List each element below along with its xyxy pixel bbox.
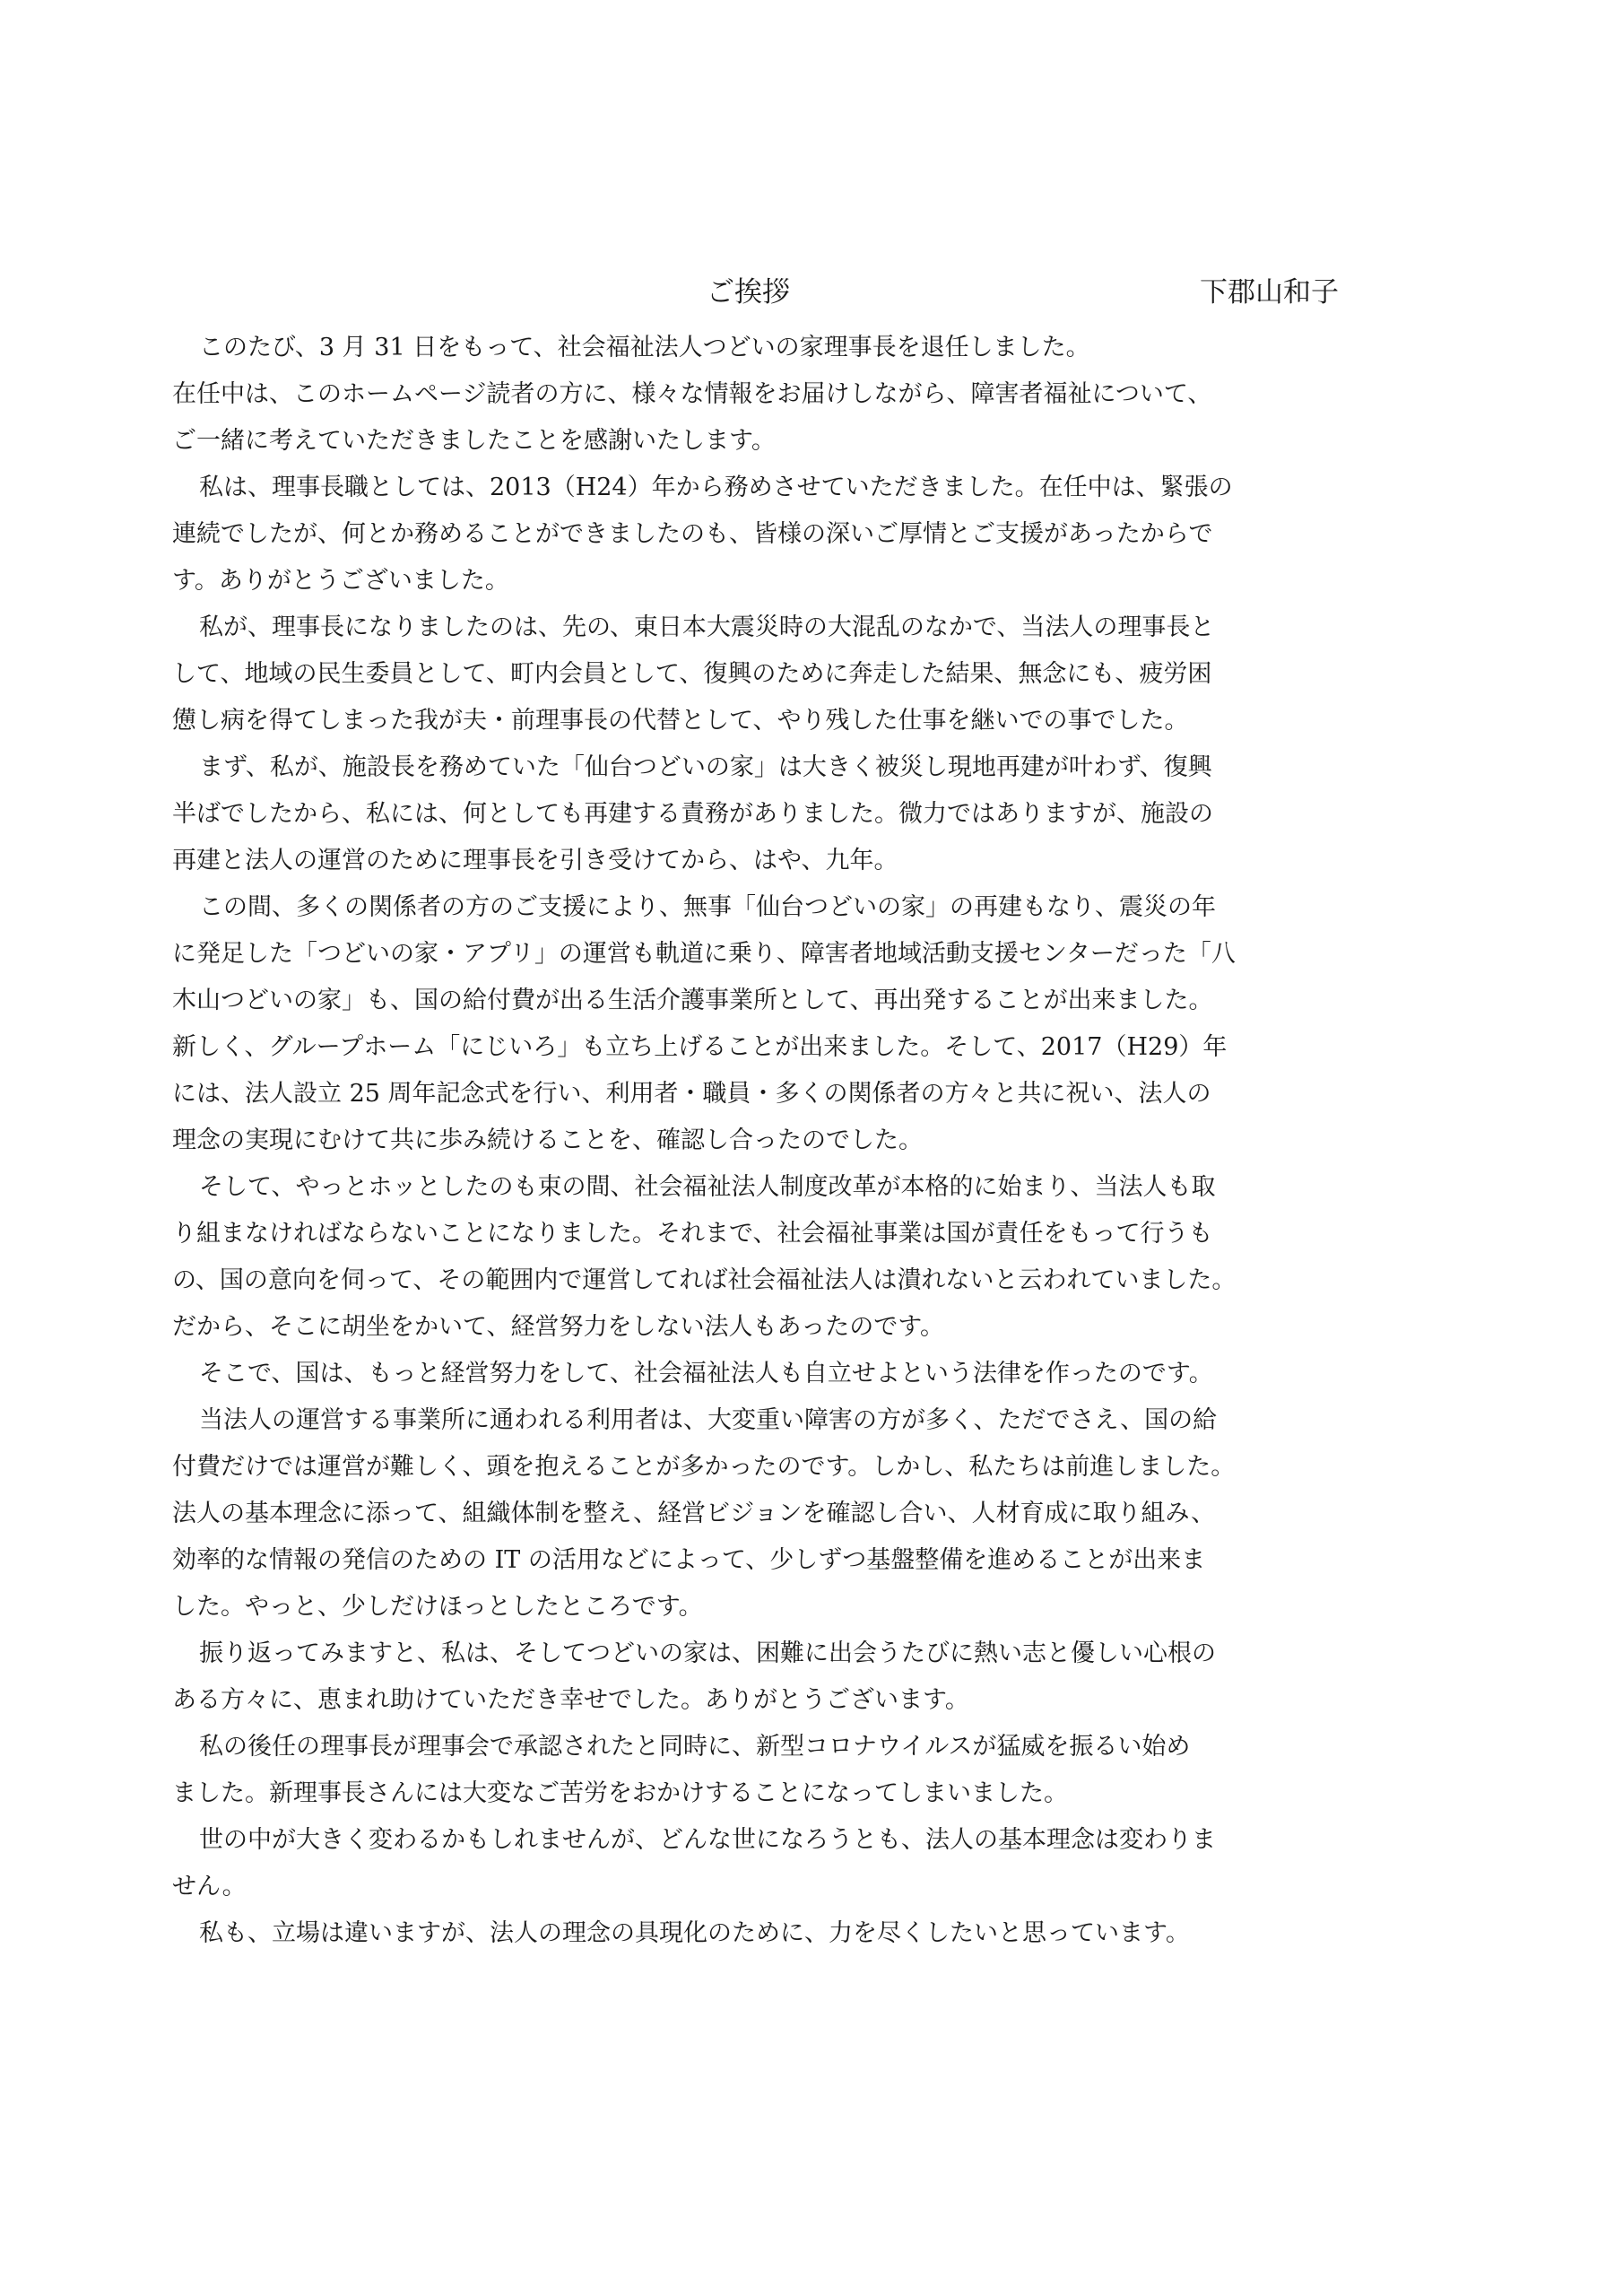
text-line: ました。新理事長さんには大変なご苦労をおかけすることになってしまいました。 [172, 1779, 1068, 1807]
text-line: には、法人設立 25 周年記念式を行い、利用者・職員・多くの関係者の方々と共に祝い、法人の [172, 1080, 1211, 1108]
text-line: 私が、理事長になりましたのは、先の、東日本大震災時の大混乱のなかで、当法人の理事長と [199, 613, 1215, 641]
text-line: だから、そこに胡坐をかいて、経営努力をしない法人もあったのです。 [172, 1313, 945, 1341]
text-line: 連続でしたが、何とか務めることができましたのも、皆様の深いご厚情とご支援があったからで [172, 520, 1213, 548]
text-line: まず、私が、施設長を務めていた「仙台つどいの家」は大きく被災し現地再建が叶わず、復興 [199, 753, 1212, 781]
text-line: ある方々に、恵まれ助けていただき幸せでした。ありがとうございます。 [172, 1686, 969, 1714]
text-line: 法人の基本理念に添って、組織体制を整え、経営ビジョンを確認し合い、人材育成に取り組み、 [172, 1500, 1216, 1527]
text-line: して、地域の民生委員として、町内会員として、復興のために奔走した結果、無念にも、疲労困 [172, 660, 1212, 688]
text-line: に発足した「つどいの家・アプリ」の運営も軌道に乗り、障害者地域活動支援センターだった「八 [172, 940, 1236, 968]
text-line: の、国の意向を伺って、その範囲内で運営してれば社会福祉法人は潰れないと云われていました。 [172, 1266, 1237, 1294]
text-line: 付費だけでは運営が難しく、頭を抱えることが多かったのです。しかし、私たちは前進しました。 [172, 1453, 1236, 1481]
text-line: そして、やっとホッとしたのも束の間、社会福祉法人制度改革が本格的に始まり、当法人も取 [199, 1173, 1216, 1201]
text-line: 効率的な情報の発信のための IT の活用などによって、少しずつ基盤整備を進めることが出来ま [172, 1546, 1206, 1574]
text-line: 木山つどいの家」も、国の給付費が出る生活介護事業所として、再出発することが出来ました。 [172, 987, 1213, 1014]
text-line: ご一緒に考えていただきましたことを感謝いたします。 [172, 427, 776, 455]
text-line: した。やっと、少しだけほっとしたところです。 [172, 1593, 703, 1621]
text-line: 半ばでしたから、私には、何としても再建する責務がありました。微力ではありますが、施設の [172, 800, 1213, 828]
text-line: 振り返ってみますと、私は、そしてつどいの家は、困難に出会うたびに熱い志と優しい心根の [199, 1639, 1216, 1667]
text-line: す。ありがとうございました。 [172, 567, 509, 595]
text-line: 私の後任の理事長が理事会で承認されたと同時に、新型コロナウイルスが猛威を振るい始め [199, 1733, 1191, 1761]
text-line: 新しく、グループホーム「にじいろ」も立ち上げることが出来ました。そして、2017（H29）年 [172, 1033, 1228, 1061]
author-name: 下郡山和子 [1200, 276, 1339, 309]
text-line: せん。 [172, 1873, 247, 1900]
text-line: 世の中が大きく変わるかもしれませんが、どんな世になろうとも、法人の基本理念は変わりま [199, 1826, 1216, 1854]
text-line: り組まなければならないことになりました。それまで、社会福祉事業は国が責任をもって行うも [172, 1220, 1213, 1248]
text-line: 再建と法人の運営のために理事長を引き受けてから、はや、九年。 [172, 847, 898, 874]
text-line: 私も、立場は違いますが、法人の理念の具現化のために、力を尽くしたいと思っています。 [199, 1919, 1190, 1947]
text-line: 私は、理事長職としては、2013（H24）年から務めさせていただきました。在任中は、緊張の [199, 474, 1233, 501]
text-line: そこで、国は、もっと経営努力をして、社会福祉法人も自立せよという法律を作ったのです。 [199, 1360, 1213, 1387]
text-line: この間、多くの関係者の方のご支援により、無事「仙台つどいの家」の再建もなり、震災の年 [199, 893, 1216, 921]
text-line: 理念の実現にむけて共に歩み続けることを、確認し合ったのでした。 [172, 1126, 923, 1154]
letter-body [172, 325, 1414, 1957]
text-line: 在任中は、このホームページ読者の方に、様々な情報をお届けしながら、障害者福祉について、 [172, 380, 1212, 408]
text-line: このたび、3 月 31 日をもって、社会福祉法人つどいの家理事長を退任しました。 [199, 334, 1090, 361]
text-line: 憊し病を得てしまった我が夫・前理事長の代替として、やり残した仕事を継いでの事でした。 [172, 707, 1189, 735]
text-line: 当法人の運営する事業所に通われる利用者は、大変重い障害の方が多く、ただでさえ、国の給 [199, 1406, 1218, 1434]
document-title: ご挨拶 [707, 276, 790, 309]
